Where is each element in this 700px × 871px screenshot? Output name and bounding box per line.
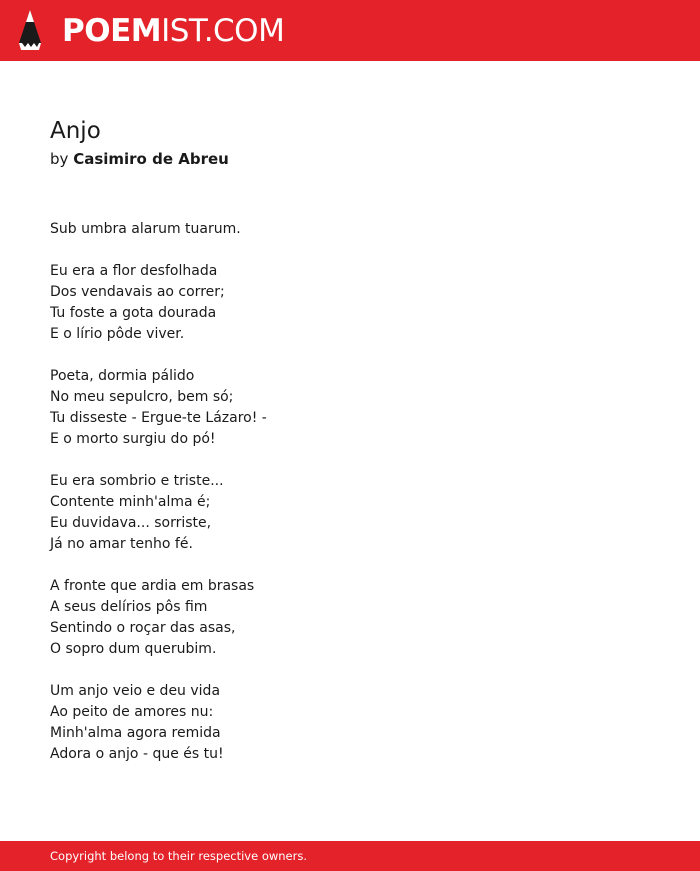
- site-header: [0, 0, 700, 61]
- site-footer: [0, 841, 700, 871]
- poem-line: No meu sepulcro, bem só;: [50, 389, 234, 405]
- poem-line: Eu era sombrio e triste...: [50, 473, 224, 489]
- poem-byline: [50, 148, 229, 170]
- pencil-tip-icon[interactable]: [18, 9, 42, 51]
- stanza-break: [50, 345, 650, 366]
- poem-line: Tu foste a gota dourada: [50, 305, 217, 321]
- footer-copyright: Copyright belong to their respective owners.: [50, 849, 308, 863]
- poem-line: Minh'alma agora remida: [50, 725, 221, 741]
- stanza-break: [50, 450, 650, 471]
- poem-line: Sub umbra alarum tuarum.: [50, 221, 241, 237]
- logo-brand-bold: POEM: [62, 13, 162, 49]
- poem-line: Eu duvidava... sorriste,: [50, 515, 212, 531]
- poem-line: E o lírio pôde viver.: [50, 326, 185, 342]
- stanza-break: [50, 240, 650, 261]
- poem-author: Casimiro de Abreu: [73, 150, 229, 168]
- stanza-break: [50, 660, 650, 681]
- by-label: by: [50, 150, 69, 168]
- poem-line: Contente minh'alma é;: [50, 494, 211, 510]
- poem-body: [50, 219, 650, 765]
- poem-line: O sopro dum querubim.: [50, 641, 217, 657]
- poem-line: Sentindo o roçar das asas,: [50, 620, 236, 636]
- poem-line: E o morto surgiu do pó!: [50, 431, 216, 447]
- poem-line: Dos vendavais ao correr;: [50, 284, 225, 300]
- poem-line: Ao peito de amores nu:: [50, 704, 214, 720]
- poem-line: Poeta, dormia pálido: [50, 368, 195, 384]
- poem-line: Tu disseste - Ergue-te Lázaro! -: [50, 410, 267, 426]
- poem-title: Anjo: [50, 118, 101, 144]
- poem-line: A fronte que ardia em brasas: [50, 578, 255, 594]
- logo-brand-light: IST.COM: [161, 13, 285, 49]
- poem-line: Eu era a flor desfolhada: [50, 263, 218, 279]
- poem-line: Adora o anjo - que és tu!: [50, 746, 224, 762]
- poem-line: A seus delírios pôs fim: [50, 599, 208, 615]
- poem-line: Um anjo veio e deu vida: [50, 683, 221, 699]
- stanza-break: [50, 555, 650, 576]
- site-logo[interactable]: [62, 12, 284, 50]
- poem-line: Já no amar tenho fé.: [50, 536, 193, 552]
